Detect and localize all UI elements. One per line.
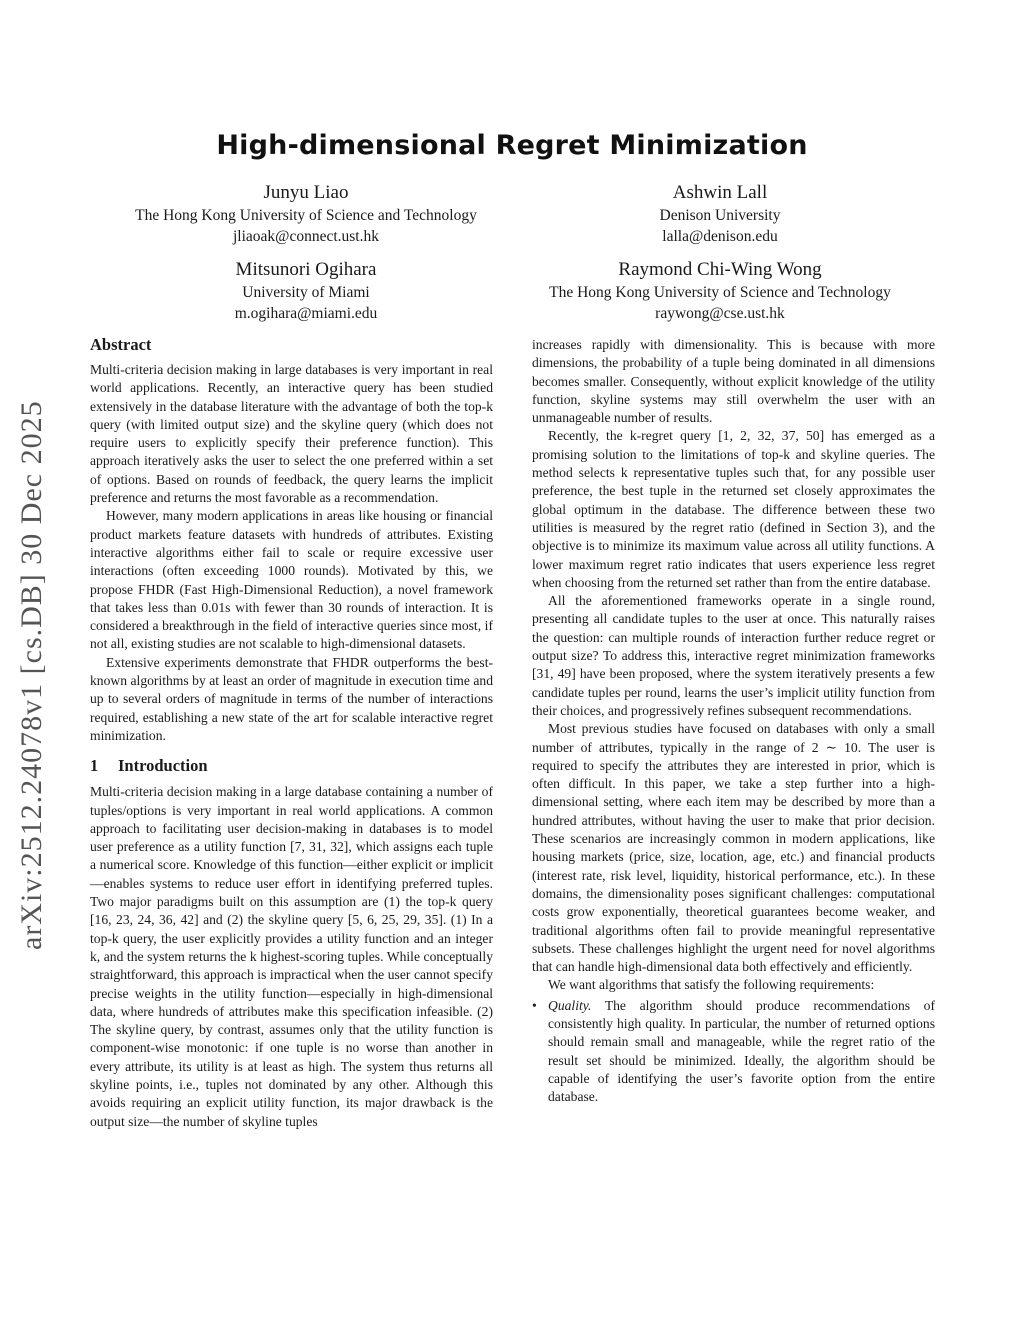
author-affiliation: Denison University — [659, 207, 781, 224]
author-block — [518, 258, 922, 324]
author-email: raywong@cse.ust.hk — [655, 305, 785, 322]
requirements-list — [532, 997, 935, 1107]
abstract-paragraph: However, many modern applications in areas like housing or financial product markets feature datasets with hundreds of attributes. Existing interactive algorithms either fail to scale or require excessive user interactions (often exceeding 1000 rounds). Motivated by this, we propose FHDR (Fast High-Dimensional Reduction), a novel framework that takes less than 0.01s with fewer than 30 rounds of interaction. It is considered a breakthrough in the field of interactive queries since most, if not all, existing studies are not scalable to high-dimensional datasets. — [90, 508, 493, 652]
section-title: Introduction — [118, 756, 208, 776]
left-column — [90, 335, 493, 1131]
author-block — [104, 258, 508, 324]
abstract-paragraph: Extensive experiments demonstrate that FHDR outperforms the best-known algorithms by at least an order of magnitude in execution time and up to several orders of magnitude in terms of the number of interactions required, establishing a new state of the art for scalable interactive regret minimization. — [90, 654, 493, 743]
author-affiliation: University of Miami — [242, 284, 370, 301]
author-block — [518, 181, 922, 247]
paper-title: High-dimensional Regret Minimization — [216, 130, 808, 161]
section-number: 1 — [90, 756, 99, 776]
author-name: Junyu Liao — [263, 182, 349, 203]
body-paragraph: All the aforementioned frameworks operate in a single round, presenting all candidate tuples to the user at once. This naturally raises the question: can multiple rounds of interaction further reduce regret or output size? To address this, interactive regret minimization frameworks [31, 49] have been proposed, where the system iteratively presents a few candidate tuples per round, learns the user’s implicit utility function from their choices, and progressively refines subsequent recommendations. — [532, 593, 935, 718]
author-name: Mitsunori Ogihara — [235, 259, 377, 280]
section-heading — [90, 755, 493, 777]
author-name: Ashwin Lall — [672, 182, 768, 203]
bullet-icon: • — [532, 997, 537, 1013]
arxiv-identifier: arXiv:2512.24078v1 [cs.DB] 30 Dec 2025 — [15, 400, 48, 950]
bullet-text: The algorithm should produce recommendations of consistently high quality. In particular, the number of returned options should remain small and manageable, while the regret ratio of the result set should be minimized. Ideally, the algorithm should be capable of identifying the user’s favorite option from the entire database. — [548, 997, 935, 1105]
body-paragraph: increases rapidly with dimensionality. This is because with more dimensions, the probability of a tuple being dominated in all dimensions becomes smaller. Consequently, without explicit knowledge of the utility function, skyline systems may still overwhelm the user with an unmanageable number of results. — [532, 337, 935, 426]
author-affiliation: The Hong Kong University of Science and Technology — [549, 284, 891, 301]
body-paragraph: Most previous studies have focused on databases with only a small number of attributes, typically in the range of 2 ∼ 10. The user is required to specify the attributes they are interested in prior, which is often difficult. In this paper, we take a step further into a high-dimensional setting, where each item may be described by more than a hundred attributes, without having the user to make that prior decision. These scenarios are increasingly common in modern applications, like housing markets (price, size, location, age, etc.) and financial products (interest rate, risk level, liquidity, historical performance, etc.). In these domains, the dimensionality poses significant challenges: computational costs grow exponentially, theoretical guarantees become weaker, and traditional algorithms often fail to provide meaningful representative subsets. These challenges highlight the urgent need for novel algorithms that can handle high-dimensional data both effectively and efficiently. — [532, 721, 935, 975]
bullet-label: Quality. — [548, 997, 592, 1013]
author-name: Raymond Chi-Wing Wong — [618, 259, 822, 280]
author-email: jliaoak@connect.ust.hk — [233, 228, 379, 245]
author-block — [104, 181, 508, 247]
body-paragraph: Recently, the k-regret query [1, 2, 32, 37, 50] has emerged as a promising solution to the limitations of top-k and skyline queries. The method selects k representative tuples such that, for any possible user preference, the best tuple in the returned set closely approximates the global optimum in the database. The difference between these two utilities is measured by the regret ratio (defined in Section 3), and the objective is to minimize its maximum value across all utility functions. A lower maximum regret ratio indicates that users experience less regret when choosing from the returned set rather than from the entire database. — [532, 428, 935, 590]
body-paragraph: We want algorithms that satisfy the following requirements: — [548, 977, 875, 993]
author-affiliation: The Hong Kong University of Science and Technology — [135, 207, 477, 224]
author-email: m.ogihara@miami.edu — [234, 305, 378, 322]
abstract-paragraph: Multi-criteria decision making in large databases is very important in real world applications. Recently, an interactive query has been studied extensively in the database literature with the advantage of both the top-k query (with limited output size) and the skyline query (which does not require users to explicitly specify their preference function). This approach iteratively asks the user to select the one preferred within a set of options. Based on rounds of feedback, the query learns the implicit preference and returns the most favorable as a recommendation. — [90, 362, 493, 506]
intro-paragraph: Multi-criteria decision making in a large database containing a number of tuples/options is very important in real world applications. A common approach to facilitating user decision-making in databases is to model user preference as a utility function [7, 31, 32], which assigns each tuple a numerical score. Knowledge of this function—either explicit or implicit—enables systems to reduce user effort in identifying preferred tuples. Two major paradigms built on this assumption are (1) the top-k query [16, 23, 24, 36, 42] and (2) the skyline query [5, 6, 25, 29, 35]. (1) In a top-k query, the user explicitly provides a utility function and an integer k, and the system returns the k highest-scoring tuples. While conceptually straightforward, this approach is impractical when the user cannot specify precise weights in the utility function—especially in high-dimensional data, where hundreds of attributes make this specification infeasible. (2) The skyline query, by contrast, assumes only that the utility function is component-wise monotonic: if one tuple is no worse than another in every attribute, its utility is at least as high. The system thus returns all skyline points, i.e., tuples not dominated by any other. Although this avoids requiring an explicit utility function, its major drawback is the output size—the number of skyline tuples — [90, 784, 493, 1129]
author-email: lalla@denison.edu — [662, 228, 778, 245]
list-item — [532, 997, 935, 1107]
abstract-heading: Abstract — [90, 335, 152, 354]
right-column — [532, 336, 935, 1106]
